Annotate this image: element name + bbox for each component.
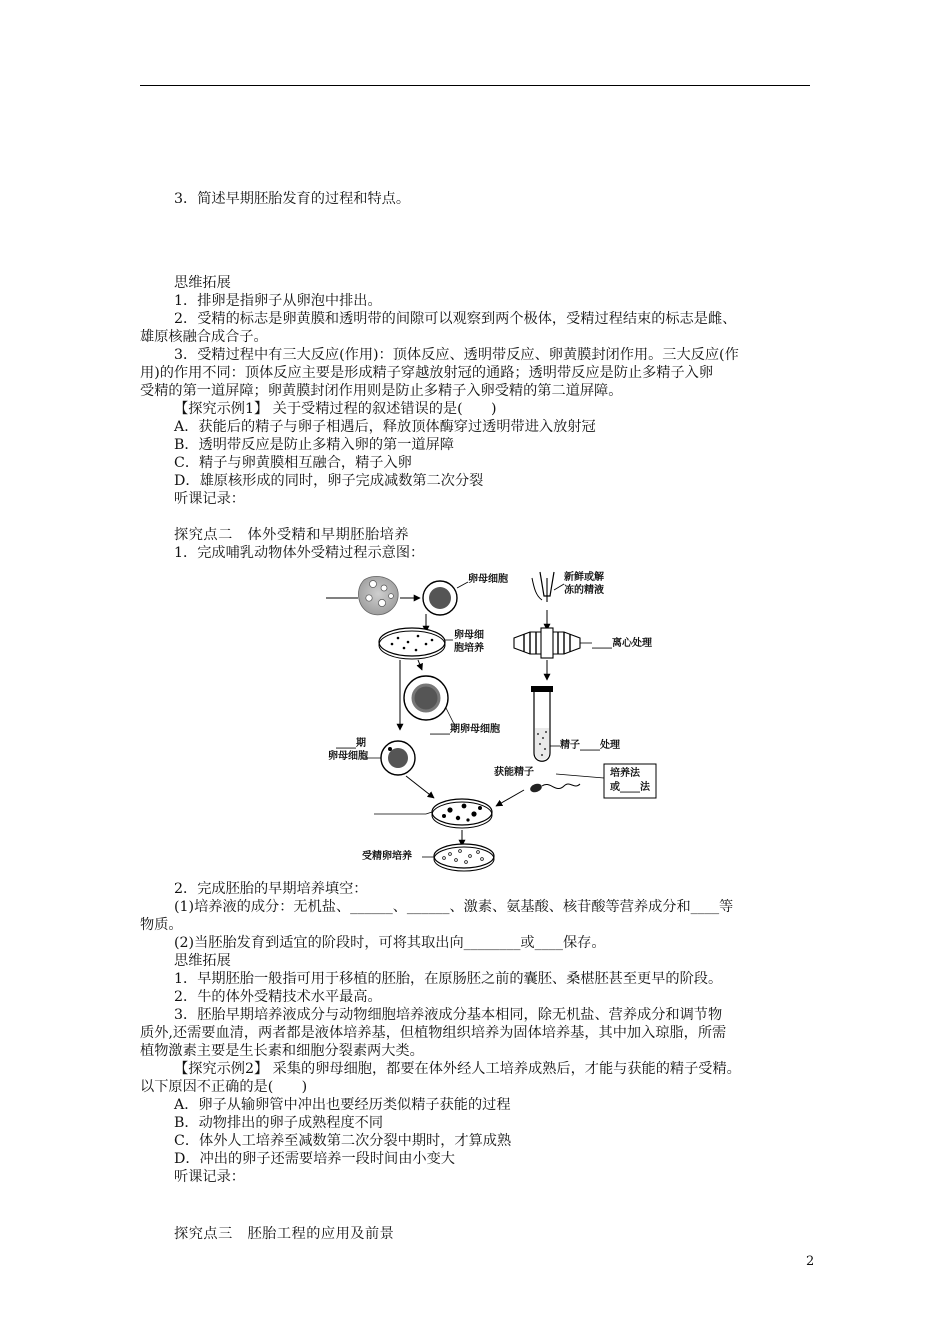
maturing-oocyte-icon <box>404 676 448 720</box>
ivf-process-diagram <box>318 568 668 874</box>
thinking2-point-3-line3: 植物激素主要是生长素和细胞分裂素两大类。 <box>140 1043 424 1059</box>
label-stage-left-1: ____期 <box>336 738 366 749</box>
example-1-option-d: D．雄原核形成的同时，卵子完成减数第二次分裂 <box>174 473 484 489</box>
thinking-point-2-line1: 2．受精的标志是卵黄膜和透明带的间隙可以观察到两个极体，受精过程结束的标志是雌、 <box>174 311 737 327</box>
fertilization-dish-icon <box>432 799 492 828</box>
section-2-heading: 探究点二 体外受精和早期胚胎培养 <box>174 527 410 543</box>
thinking-point-3-line3: 受精的第一道屏障；卵黄膜封闭作用则是防止多精子入卵受精的第二道屏障。 <box>140 383 623 399</box>
centrifuge-tube-icon <box>514 628 580 658</box>
label-semen-2: 冻的精液 <box>564 585 604 596</box>
sperm-icon <box>529 782 580 794</box>
oocyte-culture-dish-icon <box>379 628 445 659</box>
example-2-line1: 【探究示例2】 采集的卵母细胞，都要在体外经人工培养成熟后，才能与获能的精子受精。 <box>174 1061 741 1077</box>
example-1-title: 【探究示例1】 关于受精过程的叙述错误的是( ) <box>174 401 497 417</box>
thinking2-point-1: 1．早期胚胎一般指可用于移植的胚胎，在原肠胚之前的囊胚、桑椹胚甚至更早的阶段。 <box>174 971 723 987</box>
ivf-diagram-graphic <box>318 568 668 874</box>
label-capacitated-sperm: 获能精子 <box>494 767 534 778</box>
arrow-culture-to-maturing <box>418 660 422 670</box>
label-sperm-treatment: 精子____处理 <box>560 740 620 751</box>
label-semen-1: 新鲜或解 <box>564 572 604 583</box>
page-number: 2 <box>806 1254 815 1269</box>
example-2-option-d: D．冲出的卵子还需要培养一段时间由小变大 <box>174 1151 455 1167</box>
header-rule <box>140 85 810 86</box>
section-2-item-2: 2．完成胚胎的早期培养填空： <box>174 881 368 897</box>
label-centrifuge: ____离心处理 <box>592 638 652 649</box>
label-oocyte-culture-1: 卵母细 <box>454 630 484 641</box>
thinking-point-2-line2: 雄原核融合成合子。 <box>140 329 268 345</box>
ovary-icon <box>358 576 398 614</box>
example-1-option-b: B．透明带反应是防止多精入卵的第一道屏障 <box>174 437 454 453</box>
fill-1-line2: 物质。 <box>140 917 183 933</box>
example-2-line2: 以下原因不正确的是( ) <box>140 1079 308 1095</box>
thinking2-point-2: 2．牛的体外受精技术水平最高。 <box>174 989 382 1005</box>
thinking-title-1: 思维拓展 <box>174 275 231 291</box>
example-2-option-b: B．动物排出的卵子成熟程度不同 <box>174 1115 384 1131</box>
lecture-notes-2: 听课记录： <box>174 1169 245 1185</box>
question-3: 3．简述早期胚胎发育的过程和特点。 <box>174 191 411 207</box>
oocyte-icon <box>423 581 457 615</box>
label-zygote-culture: 受精卵培养 <box>362 851 412 862</box>
fill-1-line1: (1)培养液的成分：无机盐、______、______、激素、氨基酸、核苷酸等营养成分和____等 <box>174 899 734 915</box>
thinking-point-3-line2: 用)的作用不同：顶体反应主要是形成精子穿越放射冠的通路；透明带反应是防止多精子入卵 <box>140 365 714 381</box>
arrow-sperm-to-fertilization <box>496 790 524 806</box>
thinking2-point-3-line1: 3．胚胎早期培养液成分与动物细胞培养液成分基本相同，除无机盐、营养成分和调节物 <box>174 1007 723 1023</box>
example-2-option-a: A．卵子从输卵管中冲出也要经历类似精子获能的过程 <box>174 1097 511 1113</box>
example-1-option-a: A．获能后的精子与卵子相遇后，释放顶体酶穿过透明带进入放射冠 <box>174 419 596 435</box>
arrow-mii-to-fertilization <box>406 776 434 798</box>
section-3-heading: 探究点三 胚胎工程的应用及前景 <box>174 1226 395 1242</box>
test-tube-icon <box>531 686 553 761</box>
thinking-title-2: 思维拓展 <box>174 953 231 969</box>
section-2-item-1: 1．完成哺乳动物体外受精过程示意图： <box>174 545 425 561</box>
example-2-option-c: C．体外人工培养至减数第二次分裂中期时，才算成熟 <box>174 1133 512 1149</box>
label-stage-left-2: 卵母细胞 <box>328 751 368 762</box>
label-oocyte: 卵母细胞 <box>468 574 508 585</box>
lecture-notes-1: 听课记录： <box>174 491 245 507</box>
thinking-point-1: 1．排卵是指卵子从卵泡中排出。 <box>174 293 382 309</box>
label-culture-method-1: 培养法 <box>610 768 640 779</box>
label-oocyte-culture-2: 胞培养 <box>454 643 484 654</box>
zygote-culture-dish-icon <box>434 844 494 871</box>
thinking-point-3-line1: 3．受精过程中有三大反应(作用)：顶体反应、透明带反应、卵黄膜封闭作用。三大反应(作 <box>174 347 739 363</box>
label-culture-method-2: 或____法 <box>610 782 650 793</box>
pipette-icon <box>532 572 554 602</box>
thinking2-point-3-line2: 质外,还需要血清，两者都是液体培养基，但植物组织培养为固体培养基，其中加入琼脂，所需 <box>140 1025 727 1041</box>
label-stage-oocyte: ____期卵母细胞 <box>430 724 500 735</box>
example-1-option-c: C．精子与卵黄膜相互融合，精子入卵 <box>174 455 412 471</box>
fill-2: (2)当胚胎发育到适宜的阶段时，可将其取出向________或____保存。 <box>174 935 606 951</box>
mii-oocyte-icon <box>381 741 415 775</box>
